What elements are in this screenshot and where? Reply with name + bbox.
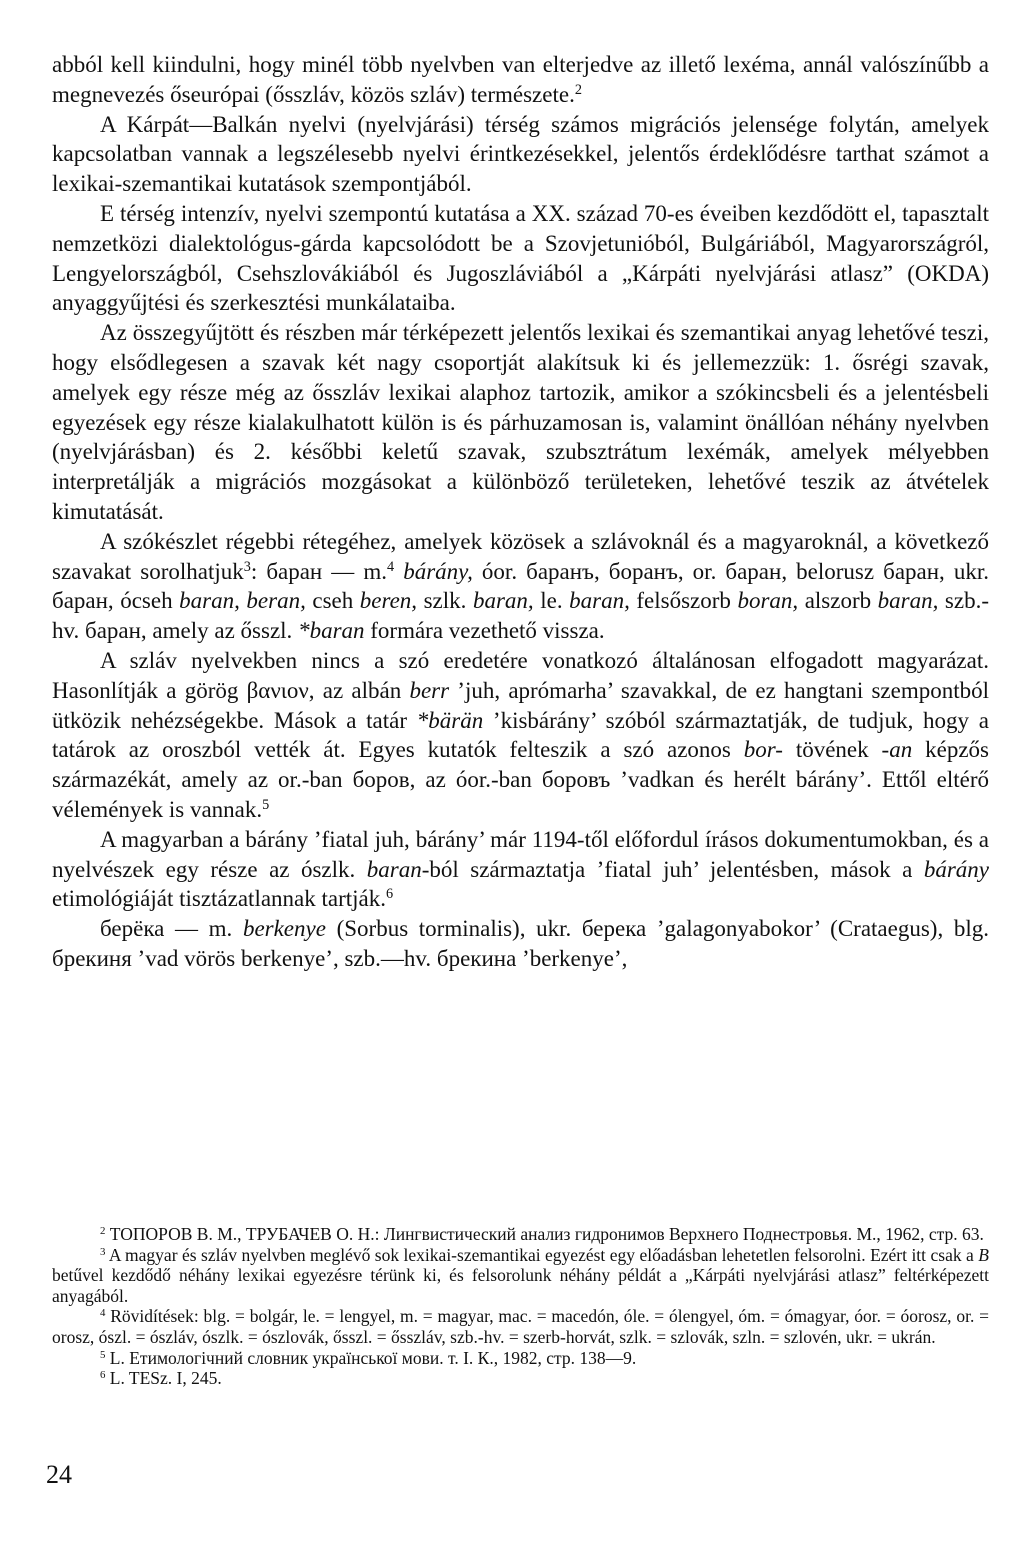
text-run: (Sorbus torminalis), ukr. берека ’galagonyabokor’ (Crataegus), blg. брекиня ’vad vörös berkenye’, szb.—hv. брекина ’berkenye’,: [52, 916, 989, 971]
text-run: L. Етимологічний словник української мови. т. I. К., 1982, стр. 138—9.: [105, 1347, 637, 1368]
paragraph: [52, 50, 989, 110]
text-run: le.: [533, 588, 570, 614]
text-run: [394, 559, 403, 584]
italic-text: bárány,: [403, 558, 473, 584]
footnote-marker: 2: [574, 81, 582, 98]
paragraph: [52, 646, 989, 825]
text-run: ТОПОРОВ В. М., ТРУБАЧЕВ О. Н.: Лингвистический анализ гидронимов Верхнего Поднестровья. М., 1962, стр. 63.: [105, 1224, 984, 1244]
text-run: ’kisbárány’ szóból származtatják, de tudjuk, hogy a tatárok az oroszból vették át. Egyes kutatók felteszik a szó azonos: [52, 707, 989, 763]
text-run: -ból származtatja ’fiatal juh’ jelentésben, mások a: [421, 856, 924, 882]
text-run: szb.-hv. баран, amely az ősszl.: [52, 588, 989, 644]
footnote-marker: 2: [100, 1225, 106, 1238]
italic-text: B: [978, 1244, 989, 1265]
text-run: felsőszorb: [629, 588, 738, 614]
italic-text: boran,: [737, 588, 799, 614]
italic-text: baran, beran,: [179, 588, 306, 614]
text-run: ’juh, aprómarha’ szavakkal, de ez hangtani szempontból ütközik nehézségekbe. Mások a tatár: [52, 677, 989, 733]
text-run: cseh: [305, 588, 360, 614]
italic-text: *baran: [298, 618, 365, 644]
footnote-marker: 4: [100, 1307, 106, 1320]
footnote-marker: 5: [100, 1348, 106, 1361]
paragraph: [52, 110, 989, 199]
text-run: L. TESz. I, 245.: [105, 1368, 222, 1389]
text-run: E térség intenzív, nyelvi szempontú kutatása a XX. század 70-es éveiben kezdődött el, tapasztalt nemzetközi dialektológus-gárda kapcsolódott be a Szovjetunióból, Bulgáriából, Magyarországról, Lengyelországból, Csehszlovákiából és Jugoszláviából a „Kárpáti nyelvjárási atlasz” (OKDA) anyaggyűjtési és szerkesztési munkálataiba.: [52, 200, 989, 316]
text-run: óor. баранъ, боранъ, or. баран, belorusz баран, ukr. баран, ócseh: [52, 558, 989, 614]
text-run: берёка — m.: [100, 916, 243, 942]
italic-text: baran,: [472, 588, 534, 614]
paragraph: [52, 318, 989, 527]
italic-text: -an: [881, 737, 913, 763]
footnote-marker: 3: [100, 1245, 106, 1258]
footnote: [52, 1306, 989, 1347]
paragraph: [52, 527, 989, 646]
text-run: tövének: [782, 737, 882, 763]
footnote: [52, 1245, 989, 1307]
text-run: A Kárpát—Balkán nyelvi (nyelvjárási) térség számos migrációs jelensége folytán, amelyek kapcsolatban vannak a legszélesebb nyelvi érintkezésekkel, jelentős érdeklődésre tarthat számot a lexikai-szemantikai kutatások szempontjából.: [52, 111, 989, 197]
text-run: Rövidítések: blg. = bolgár, le. = lengyel, m. = magyar, mac. = macedón, óle. = ólengyel, óm. = ómagyar, óor. = óorosz, or. = orosz, ószl. = ószláv, ószlk. = ószlovák, ősszl. = ősszláv, szb.-hv. = szerb-horvát, szlk. = szlovák, szln. = szlovén, ukr. = ukrán.: [52, 1306, 989, 1347]
text-run: : баран — m.: [250, 558, 388, 584]
text-run: formára vezethető vissza.: [364, 618, 605, 644]
text-run: képzős származékát, amely az or.-ban боров, az óor.-ban боровъ ’vadkan és herélt bárány’. Ettől eltérő vélemények is vannak.: [52, 737, 989, 822]
footnotes: [52, 1224, 989, 1389]
footnote: [52, 1348, 989, 1369]
italic-text: beren,: [359, 588, 418, 614]
italic-text: berr: [409, 677, 450, 703]
text-run: Az összegyűjtött és részben már térképezett jelentős lexikai és szemantikai anyag lehetővé teszi, hogy elsődlegesen a szavak két nagy csoportját alakítsuk ki és jellemezzük: 1. ősrégi szavak, amelyek egy része még az ősszláv lexikai alaphoz tartozik, amikor a szókincsbeli és a jelentésbeli egyezések egy része kialakulhatott külön is és párhuzamosan is, valamint önállóan néhány nyelvben (nyelvjárásban) és 2. későbbi keletű szavak, szubsztrátum lexémák, amelyek mélyebben interpretálják a migrációs mozgásokat a különböző területeken, lehetővé teszik az átvételek kimutatását.: [52, 320, 989, 524]
footnote: [52, 1368, 989, 1389]
italic-text: baran: [366, 856, 422, 882]
page-number: 24: [46, 1460, 72, 1489]
paragraph: [52, 825, 989, 914]
footnote: [52, 1224, 989, 1245]
body-text: [52, 50, 989, 974]
text-run: A szókészlet régebbi rétegéhez, amelyek közösek a szlávoknál és a magyaroknál, a következő szavakat sorolhatjuk: [52, 528, 989, 584]
italic-text: baran,: [877, 588, 939, 614]
paragraph: [52, 199, 989, 318]
footnote-marker: 3: [243, 558, 251, 575]
italic-text: bor-: [743, 737, 783, 763]
italic-text: baran,: [569, 588, 630, 614]
text-run: A szláv nyelvekben nincs a szó eredetére vonatkozó általánosan elfogadott magyarázat. Hasonlítják a görög βανιον, az albán: [52, 647, 989, 703]
footnote-marker: 6: [386, 886, 394, 903]
italic-text: bárány: [923, 856, 989, 882]
footnote-marker: 5: [262, 797, 270, 814]
text-run: betűvel kezdődő néhány lexikai egyezésre térünk ki, és felsorolunk néhány példát a „Kárpáti nyelvjárási atlasz” feltérképezett anyagából.: [52, 1265, 989, 1306]
paragraph: [52, 914, 989, 974]
text-run: etimológiáját tisztázatlannak tartják.: [52, 886, 387, 912]
text-run: alszorb: [798, 588, 878, 614]
text-run: A magyarban a bárány ’fiatal juh, bárány’ már 1194-től előfordul írásos dokumentumokban, és a nyelvészek egy része az ószlk.: [52, 826, 989, 882]
footnote-marker: 4: [387, 558, 395, 575]
text-run: abból kell kiindulni, hogy minél több nyelvben van elterjedve az illető lexéma, annál valószínűbb a megnevezés őseurópai (ősszláv, közös szláv) természete.: [52, 52, 989, 107]
text-run: szlk.: [417, 588, 473, 614]
italic-text: berkenye: [242, 916, 326, 942]
text-run: A magyar és szláv nyelvben meglévő sok lexikai-szemantikai egyezést egy előadásban lehetetlen felsorolni. Ezért itt csak a: [105, 1244, 979, 1265]
italic-text: *bärän: [416, 707, 484, 733]
footnote-marker: 6: [100, 1369, 106, 1382]
